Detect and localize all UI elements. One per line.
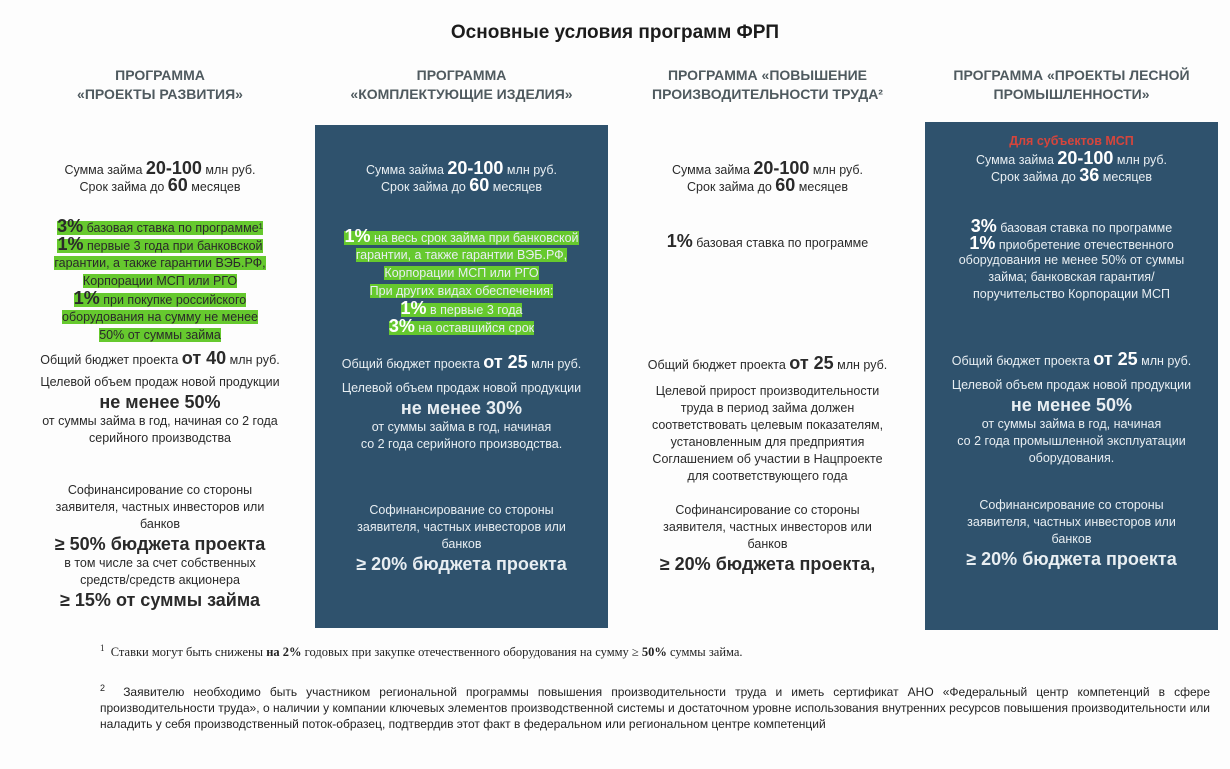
footnote-text: Заявителю необходимо быть участником региональной программы повышения производительности труда и иметь сертификат АНО «Федеральный центр компетенций в сфере производительности труда», о наличии у компании ключевых элементов производственной системы и достаточном уровне использования внутренних ресурсов повышения производительности или наладить у себя производственный поток-образец, подтвердив этот факт в федеральном или региональном центре компетенций (100, 685, 1210, 731)
condition-text: со 2 года серийного производства. (360, 437, 563, 451)
page-title: Основные условия программ ФРП (450, 22, 780, 43)
condition-text: заявителя, частных инвесторов или (967, 515, 1176, 529)
condition-text: млн руб. (503, 163, 558, 177)
condition-text: базовая ставка по программе (692, 236, 869, 250)
condition-text: Общий бюджет проекта (40, 353, 182, 367)
condition-line (10, 374, 310, 391)
condition-text: Сумма займа (365, 163, 448, 177)
condition-block (615, 233, 920, 250)
condition-line (925, 351, 1218, 368)
condition-text: заявителя, частных инвесторов или (55, 500, 265, 514)
condition-line (10, 413, 310, 430)
condition-text: заявителя, частных инвесторов или (663, 520, 872, 534)
condition-text: При других видах обеспечения: (369, 284, 554, 298)
key-value: 20-100 (1057, 148, 1114, 168)
key-value: от 25 (483, 352, 528, 372)
condition-text: месяцев (489, 180, 542, 194)
condition-text: банков (747, 537, 788, 551)
condition-text: Сумма займа (64, 163, 146, 177)
condition-line (315, 397, 608, 419)
condition-text: млн руб. (833, 358, 888, 372)
condition-line (10, 236, 310, 254)
condition-text: Общий бюджет проекта (341, 357, 484, 371)
condition-text: банков (1051, 532, 1092, 546)
condition-line (615, 400, 920, 417)
key-value: от 25 (789, 353, 834, 373)
condition-text: в том числе за счет собственных (64, 556, 256, 570)
condition-text: млн руб. (1137, 354, 1192, 368)
condition-text: базовая ставка по программе (996, 221, 1173, 235)
condition-line (615, 434, 920, 451)
program-heading-line: ПРОГРАММА «ПОВЫШЕНИЕ (667, 67, 868, 83)
key-value: ≥ 20% бюджета проекта (966, 549, 1177, 569)
key-value: ≥ 50% бюджета проекта (54, 534, 266, 554)
condition-text: месяцев (187, 180, 241, 194)
condition-block (615, 383, 920, 485)
condition-text: Сумма займа (975, 153, 1058, 167)
condition-text: Соглашением об участии в Нацпроекте (652, 452, 883, 466)
condition-text: труда в период займа должен (680, 401, 855, 415)
condition-block (925, 218, 1218, 303)
key-value: ≥ 20% бюджета проекта, (659, 554, 876, 574)
condition-block (10, 482, 310, 611)
condition-text: от суммы займа в год, начиная (981, 417, 1162, 431)
condition-line (10, 589, 310, 611)
condition-text: Корпорации МСП или РГО (82, 274, 238, 288)
condition-line (315, 228, 608, 246)
condition-block (925, 377, 1218, 467)
condition-line (10, 350, 310, 367)
condition-line (615, 233, 920, 250)
condition-text: млн руб. (527, 357, 582, 371)
condition-text: заявителя, частных инвесторов или (357, 520, 566, 534)
condition-text: Срок займа до (687, 180, 776, 194)
condition-text: банков (140, 517, 180, 531)
condition-line (10, 499, 310, 516)
footnote-1 (100, 644, 1200, 660)
condition-text: Софинансирование со стороны (67, 483, 253, 497)
condition-line (10, 308, 310, 326)
condition-text: оборудования. (1028, 451, 1115, 465)
condition-text: банков (441, 537, 482, 551)
condition-line (615, 177, 920, 194)
condition-text: Софинансирование со стороны (979, 498, 1164, 512)
condition-line (925, 167, 1218, 184)
condition-line (315, 264, 608, 282)
program-column (615, 0, 920, 640)
condition-text: 50% от суммы займа (99, 328, 221, 342)
condition-line (10, 326, 310, 344)
condition-block (10, 350, 310, 367)
key-value: 1% (969, 233, 996, 253)
condition-line (925, 150, 1218, 167)
condition-text: млн руб. (201, 163, 256, 177)
footnote-text: суммы займа. (666, 645, 743, 659)
condition-line (10, 218, 310, 236)
program-heading-line: ПРОМЫШЛЕННОСТИ» (993, 86, 1150, 102)
condition-line (315, 246, 608, 264)
condition-text: от суммы займа в год, начиная со 2 года (42, 414, 278, 428)
key-value: не менее 50% (1010, 395, 1133, 415)
condition-text: установленным для предприятия (670, 435, 865, 449)
condition-text: Софинансирование со стороны (369, 503, 554, 517)
condition-block (315, 502, 608, 575)
condition-text: в первые 3 года (426, 303, 523, 317)
condition-line (10, 254, 310, 272)
condition-line (315, 177, 608, 194)
condition-line (315, 354, 608, 371)
key-value: от 25 (1093, 349, 1138, 369)
key-value: 1% (73, 288, 100, 308)
condition-line (315, 282, 608, 300)
condition-text: оборудования не менее 50% от суммы (958, 253, 1185, 267)
condition-text: серийного производства (89, 431, 231, 445)
condition-block (615, 355, 920, 372)
key-value: 1% (666, 231, 693, 251)
condition-block (615, 502, 920, 575)
condition-text: Корпорации МСП или РГО (384, 266, 539, 280)
condition-line (315, 502, 608, 519)
condition-text: месяцев (1099, 170, 1152, 184)
condition-text: Софинансирование со стороны (675, 503, 860, 517)
condition-text: на оставшийся срок (414, 321, 535, 335)
condition-line (10, 391, 310, 413)
footnote-marker: 2 (100, 683, 106, 693)
condition-line (315, 380, 608, 397)
key-value: 3% (970, 216, 997, 236)
condition-line (925, 286, 1218, 303)
program-column (315, 0, 608, 640)
condition-text: со 2 года промышленной эксплуатации (957, 434, 1186, 448)
key-value: 20-100 (753, 158, 810, 178)
footnote-emphasis: на 2% (266, 645, 302, 659)
condition-line (315, 536, 608, 553)
condition-text: Сумма займа (671, 163, 754, 177)
condition-line (615, 553, 920, 575)
condition-text: гарантии, а также гарантии ВЭБ.РФ, (54, 256, 266, 270)
program-heading-line: ПРОИЗВОДИТЕЛЬНОСТИ ТРУДА² (652, 86, 883, 102)
footnote-2 (100, 684, 1210, 732)
condition-block (315, 228, 608, 336)
condition-block (10, 160, 310, 194)
footnote-text: Ставки могут быть снижены (110, 645, 267, 659)
condition-line (10, 177, 310, 194)
footnote-marker: 1 (100, 642, 105, 653)
footnote-emphasis: 50% (641, 645, 667, 659)
condition-text: для соответствующего года (687, 469, 848, 483)
footnote-text: годовых при закупке отечественного оборудования на сумму ≥ (301, 645, 642, 659)
condition-line (925, 416, 1218, 433)
condition-text: соответствовать целевым показателям, (651, 418, 884, 432)
condition-line (10, 572, 310, 589)
program-column (925, 0, 1218, 640)
key-value: 60 (775, 175, 796, 195)
condition-block (315, 160, 608, 194)
condition-text: Целевой объем продаж новой продукции (40, 375, 280, 389)
condition-line (10, 555, 310, 572)
key-value: 60 (167, 175, 188, 195)
key-value: 1% (57, 234, 84, 254)
condition-line (315, 160, 608, 177)
condition-line (925, 514, 1218, 531)
condition-line (615, 417, 920, 434)
condition-text: Общий бюджет проекта (951, 354, 1094, 368)
condition-block (925, 497, 1218, 570)
condition-line (10, 482, 310, 499)
condition-line (10, 533, 310, 555)
condition-text: при покупке российского (99, 293, 247, 307)
condition-line (925, 235, 1218, 252)
condition-line (925, 497, 1218, 514)
condition-block (10, 374, 310, 447)
key-value: 3% (57, 216, 84, 236)
condition-text: Общий бюджет проекта (647, 358, 790, 372)
condition-line (315, 553, 608, 575)
condition-line (615, 451, 920, 468)
condition-text: поручительство Корпорации МСП (973, 287, 1170, 301)
condition-line (10, 272, 310, 290)
key-value: от 40 (181, 348, 227, 368)
key-value: ≥ 20% бюджета проекта (356, 554, 567, 574)
condition-line (315, 300, 608, 318)
program-heading-line: «ПРОЕКТЫ РАЗВИТИЯ» (77, 86, 243, 102)
condition-line (925, 433, 1218, 450)
condition-text: млн руб. (226, 353, 280, 367)
program-heading-line: ПРОГРАММА (115, 67, 205, 83)
condition-text: средств/средств акционера (80, 573, 240, 587)
key-value: не менее 50% (99, 392, 221, 412)
condition-line (925, 252, 1218, 269)
condition-line (315, 318, 608, 336)
condition-block (925, 133, 1218, 184)
condition-line (615, 383, 920, 400)
condition-text: на весь срок займа при банковской (370, 231, 579, 245)
condition-line (315, 419, 608, 436)
condition-text: месяцев (795, 180, 848, 194)
key-value: 20-100 (145, 158, 202, 178)
condition-line (925, 531, 1218, 548)
condition-line (925, 548, 1218, 570)
condition-line (925, 450, 1218, 467)
condition-text: Срок займа до (991, 170, 1080, 184)
condition-line (315, 519, 608, 536)
program-heading-line: «КОМПЛЕКТУЮЩИЕ ИЗДЕЛИЯ» (350, 86, 573, 102)
program-heading-line: ПРОГРАММА (416, 67, 507, 83)
condition-line (615, 502, 920, 519)
condition-text: гарантии, а также гарантии ВЭБ.РФ, (355, 248, 568, 262)
program-heading-line: ПРОГРАММА «ПРОЕКТЫ ЛЕСНОЙ (953, 67, 1190, 83)
condition-line (615, 519, 920, 536)
condition-text: млн руб. (809, 163, 864, 177)
msp-label: Для субъектов МСП (1009, 134, 1134, 148)
condition-text: займа; банковская гарантия/ (988, 270, 1155, 284)
condition-line (925, 269, 1218, 286)
condition-text: Срок займа до (381, 180, 470, 194)
condition-text: Целевой объем продаж новой продукции (951, 378, 1192, 392)
condition-line (10, 430, 310, 447)
key-value: 1% (344, 226, 371, 246)
condition-text: млн руб. (1113, 153, 1168, 167)
condition-text: Целевой объем продаж новой продукции (341, 381, 582, 395)
condition-text: от суммы займа в год, начиная (371, 420, 552, 434)
condition-line (615, 355, 920, 372)
key-value: 3% (388, 316, 415, 336)
key-value: 20-100 (447, 158, 504, 178)
condition-line (925, 377, 1218, 394)
condition-text: базовая ставка по программе¹ (83, 221, 263, 235)
condition-line (315, 436, 608, 453)
key-value: ≥ 15% от суммы займа (60, 590, 260, 610)
key-value: не менее 30% (400, 398, 523, 418)
condition-line (925, 394, 1218, 416)
condition-line (10, 160, 310, 177)
condition-text: Целевой прирост производительности (655, 384, 880, 398)
condition-text: приобретение отечественного (995, 238, 1174, 252)
program-column (10, 0, 310, 640)
condition-block (615, 160, 920, 194)
key-value: 1% (400, 298, 427, 318)
condition-block (925, 351, 1218, 368)
condition-line (615, 160, 920, 177)
key-value: 60 (469, 175, 490, 195)
key-value: 36 (1079, 165, 1100, 185)
condition-text: оборудования на сумму не менее (62, 310, 258, 324)
condition-line (10, 290, 310, 308)
condition-text: первые 3 года при банковской (83, 239, 263, 253)
condition-block (10, 218, 310, 344)
condition-text: Срок займа до (79, 180, 168, 194)
condition-line (615, 536, 920, 553)
condition-block (315, 380, 608, 453)
condition-line (10, 516, 310, 533)
condition-block (315, 354, 608, 371)
condition-line (615, 468, 920, 485)
